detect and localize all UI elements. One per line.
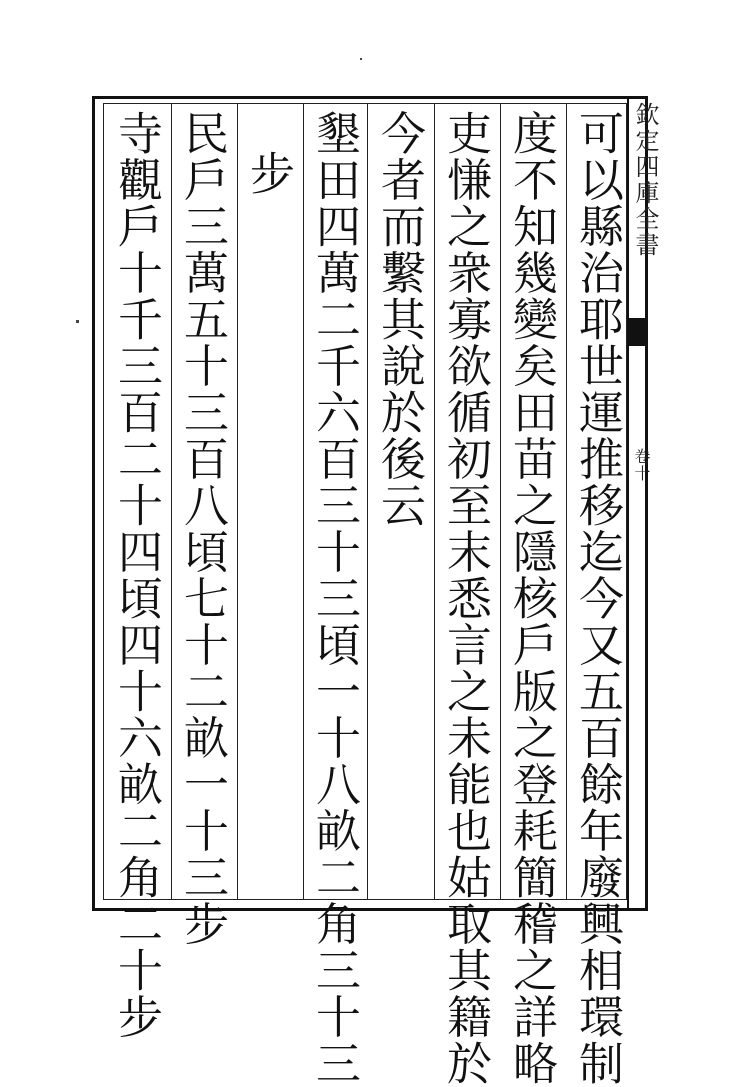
text-column-2: 度不知幾變矣田苗之隱核戶版之登耗簡稽之詳略 xyxy=(505,110,558,1087)
text-column-4: 今者而繫其說於後云 xyxy=(373,110,426,529)
text-column-1: 可以縣治耶世運推移迄今又五百餘年廢興相環制 xyxy=(571,110,624,1087)
text-column-5: 墾田四萬二千六百三十三頃一十八畝二角三十三 xyxy=(308,110,361,1087)
text-column-6: 步 xyxy=(242,150,295,197)
fish-tail-mark xyxy=(629,318,648,346)
scan-speck xyxy=(360,58,362,60)
text-column-3: 吏慊之衆寡欲循初至末悉言之未能也姑取其籍於 xyxy=(439,110,492,1087)
column-rule xyxy=(237,103,238,900)
text-column-7: 民戶三萬五十三百八頃七十二畝一十三步 xyxy=(176,110,229,947)
column-rule xyxy=(434,103,435,900)
volume-label: 卷十 xyxy=(632,448,651,482)
column-rule xyxy=(367,103,368,900)
text-column-8: 寺觀戶十千三百二十四頃四十六畝二角二十步 xyxy=(110,110,163,1040)
column-rule xyxy=(500,103,501,900)
column-rule xyxy=(171,103,172,900)
column-rule xyxy=(566,103,567,900)
scan-speck xyxy=(76,320,79,323)
book-title: 欽定四庫全書 xyxy=(631,102,659,258)
column-rule xyxy=(303,103,304,900)
